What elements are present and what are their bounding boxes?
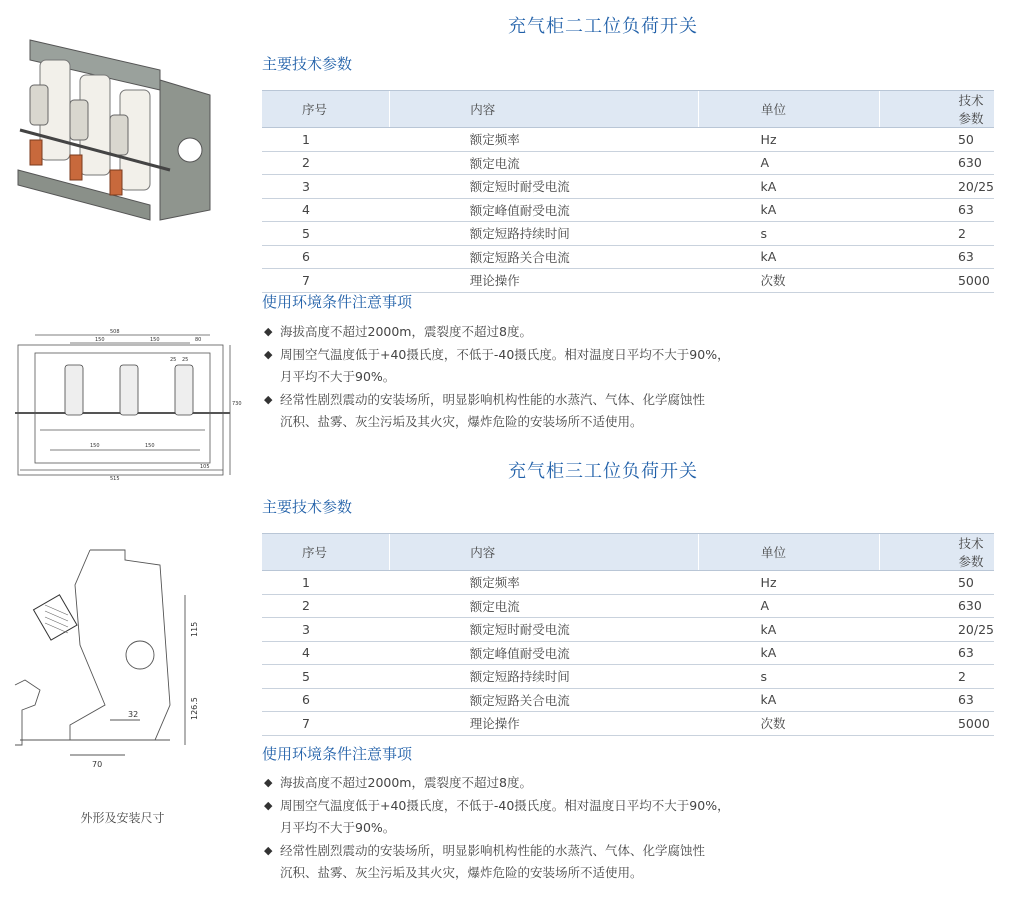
section-three-position xyxy=(262,455,994,895)
note-line: 月平均不大于90%。 xyxy=(280,369,396,385)
table-header-row xyxy=(262,91,994,128)
column-header: 内容 xyxy=(390,91,699,128)
table-row xyxy=(262,222,994,246)
section-title: 充气柜三工位负荷开关 xyxy=(508,461,698,482)
column-header: 技术参数 xyxy=(880,91,994,128)
table-cell: 3 xyxy=(262,618,390,642)
table-row xyxy=(262,269,994,293)
table-cell: 63 xyxy=(880,245,994,269)
table-row xyxy=(262,245,994,269)
dim-label: 32 xyxy=(128,710,139,719)
note-item xyxy=(262,840,822,885)
bullet-icon: ◆ xyxy=(264,325,273,338)
table-cell: kA xyxy=(699,175,880,199)
column-header: 技术参数 xyxy=(880,534,994,571)
table-cell: Hz xyxy=(699,128,880,152)
note-line: 月平均不大于90%。 xyxy=(280,820,396,836)
table-cell: 额定峰值耐受电流 xyxy=(390,198,699,222)
dimension-drawing-mechanism xyxy=(10,545,210,775)
table-cell: 额定短路持续时间 xyxy=(390,222,699,246)
table-cell: 63 xyxy=(880,641,994,665)
table-cell: 3 xyxy=(262,175,390,199)
table-cell: 7 xyxy=(262,712,390,736)
table-cell: 2 xyxy=(880,222,994,246)
note-item xyxy=(262,772,822,795)
dim-label: 150 xyxy=(145,443,155,449)
dim-label: 730 xyxy=(232,401,242,407)
dim-label: 70 xyxy=(92,760,103,769)
column-header: 内容 xyxy=(390,534,699,571)
table-cell: 2 xyxy=(880,665,994,689)
table-cell: kA xyxy=(699,688,880,712)
table-header-row xyxy=(262,534,994,571)
note-line: 沉积、盐雾、灰尘污垢及其火灾，爆炸危险的安装场所不适使用。 xyxy=(280,414,643,430)
table-cell: A xyxy=(699,594,880,618)
table-row xyxy=(262,641,994,665)
table-cell: Hz xyxy=(699,571,880,595)
table-cell: s xyxy=(699,665,880,689)
column-header: 单位 xyxy=(699,91,880,128)
note-line: 经常性剧烈震动的安装场所，明显影响机构性能的水蒸汽、气体、化学腐蚀性 xyxy=(280,842,706,858)
note-line: 沉积、盐雾、灰尘污垢及其火灾，爆炸危险的安装场所不适使用。 xyxy=(280,865,643,881)
note-line: 经常性剧烈震动的安装场所，明显影响机构性能的水蒸汽、气体、化学腐蚀性 xyxy=(280,391,706,407)
dim-label: 115 xyxy=(190,621,199,637)
table-cell: 20/25 xyxy=(880,618,994,642)
table-cell: 630 xyxy=(880,151,994,175)
table-cell: 额定电流 xyxy=(390,151,699,175)
bullet-icon: ◆ xyxy=(264,776,273,789)
table-cell: 次数 xyxy=(699,269,880,293)
column-header: 单位 xyxy=(699,534,880,571)
table-row xyxy=(262,571,994,595)
column-header: 序号 xyxy=(262,91,390,128)
dim-label: 150 xyxy=(90,443,100,449)
table-row xyxy=(262,665,994,689)
note-line: 周围空气温度低于+40摄氏度，不低于-40摄氏度。相对温度日平均不大于90%， xyxy=(280,346,730,362)
note-line: 海拔高度不超过2000m，震裂度不超过8度。 xyxy=(280,775,532,790)
table-cell: 理论操作 xyxy=(390,712,699,736)
dim-label: 105 xyxy=(200,464,210,470)
dimension-drawing-front xyxy=(10,325,240,485)
table-cell: 1 xyxy=(262,128,390,152)
dim-label: 150 xyxy=(150,337,160,343)
table-row xyxy=(262,712,994,736)
dim-label: 508 xyxy=(110,329,120,335)
env-notes xyxy=(262,772,822,885)
table-cell: 5 xyxy=(262,665,390,689)
bullet-icon: ◆ xyxy=(264,347,273,361)
table-cell: kA xyxy=(699,641,880,665)
table-cell: 2 xyxy=(262,151,390,175)
bullet-icon: ◆ xyxy=(264,798,273,812)
table-cell: 额定峰值耐受电流 xyxy=(390,641,699,665)
table-cell: 5000 xyxy=(880,269,994,293)
specs-table xyxy=(262,90,994,293)
bullet-icon: ◆ xyxy=(264,392,273,406)
table-cell: kA xyxy=(699,618,880,642)
table-cell: 额定短路关合电流 xyxy=(390,245,699,269)
table-row xyxy=(262,128,994,152)
table-cell: 63 xyxy=(880,198,994,222)
table-cell: 额定频率 xyxy=(390,128,699,152)
table-cell: 额定短路关合电流 xyxy=(390,688,699,712)
dim-label: 126.5 xyxy=(190,697,199,720)
section-title: 充气柜二工位负荷开关 xyxy=(508,16,698,37)
dim-label: 515 xyxy=(110,476,120,482)
specs-heading: 主要技术参数 xyxy=(262,55,353,73)
dim-label: 80 xyxy=(195,337,202,343)
env-heading: 使用环境条件注意事项 xyxy=(262,745,413,763)
table-cell: 630 xyxy=(880,594,994,618)
table-cell: 5000 xyxy=(880,712,994,736)
dim-label: 25 xyxy=(170,357,177,363)
note-line: 海拔高度不超过2000m，震裂度不超过8度。 xyxy=(280,324,532,339)
table-cell: 理论操作 xyxy=(390,269,699,293)
note-item xyxy=(262,344,822,389)
table-cell: kA xyxy=(699,245,880,269)
table-cell: 4 xyxy=(262,641,390,665)
table-cell: 额定电流 xyxy=(390,594,699,618)
table-cell: 次数 xyxy=(699,712,880,736)
table-cell: 63 xyxy=(880,688,994,712)
table-row xyxy=(262,175,994,199)
table-cell: 50 xyxy=(880,571,994,595)
table-row xyxy=(262,688,994,712)
table-cell: kA xyxy=(699,198,880,222)
table-cell: A xyxy=(699,151,880,175)
table-cell: 20/25 xyxy=(880,175,994,199)
table-cell: 1 xyxy=(262,571,390,595)
table-row xyxy=(262,618,994,642)
column-header: 序号 xyxy=(262,534,390,571)
table-cell: 6 xyxy=(262,245,390,269)
left-figures-column xyxy=(0,0,245,900)
table-cell: 额定短路持续时间 xyxy=(390,665,699,689)
note-item xyxy=(262,795,822,840)
env-notes xyxy=(262,321,822,434)
table-cell: 2 xyxy=(262,594,390,618)
table-cell: 4 xyxy=(262,198,390,222)
specs-table xyxy=(262,533,994,736)
table-cell: s xyxy=(699,222,880,246)
section-two-position xyxy=(262,0,994,440)
table-cell: 50 xyxy=(880,128,994,152)
note-item xyxy=(262,321,822,344)
dim-label: 25 xyxy=(182,357,189,363)
table-cell: 7 xyxy=(262,269,390,293)
table-cell: 6 xyxy=(262,688,390,712)
switch-product-photo xyxy=(10,20,215,225)
bullet-icon: ◆ xyxy=(264,843,273,857)
env-heading: 使用环境条件注意事项 xyxy=(262,293,413,311)
table-cell: 额定短时耐受电流 xyxy=(390,618,699,642)
dim-label: 150 xyxy=(95,337,105,343)
note-item xyxy=(262,389,822,434)
table-row xyxy=(262,594,994,618)
table-cell: 额定短时耐受电流 xyxy=(390,175,699,199)
table-row xyxy=(262,198,994,222)
table-row xyxy=(262,151,994,175)
specs-heading: 主要技术参数 xyxy=(262,498,353,516)
note-line: 周围空气温度低于+40摄氏度，不低于-40摄氏度。相对温度日平均不大于90%， xyxy=(280,797,730,813)
figure-caption: 外形及安装尺寸 xyxy=(80,811,165,825)
table-cell: 额定频率 xyxy=(390,571,699,595)
table-cell: 5 xyxy=(262,222,390,246)
